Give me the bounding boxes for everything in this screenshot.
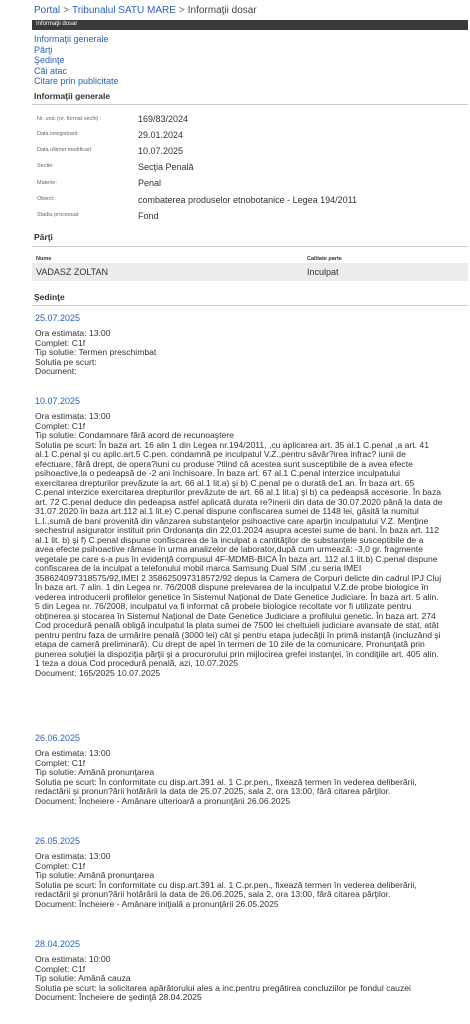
parties-column-quality: Calitate parte <box>307 256 342 262</box>
parties-title: Părţi <box>34 232 53 242</box>
hearing-solution-type: Tip solutie: Amână cauza <box>35 973 131 983</box>
hearing-time: Ora estimata: 10:00 <box>35 954 111 964</box>
field-label-registration-date: Data inregistrarii: <box>37 131 79 137</box>
hearing-time: Ora estimata: 13:00 <box>35 851 111 861</box>
hearing-solution-type: Tip solutie: Condamnare fără acord de recunoaştere <box>35 430 234 440</box>
hearing-item <box>35 396 443 678</box>
section-nav <box>34 34 119 87</box>
hearing-solution-type: Tip solutie: Termen preschimbat <box>35 347 157 357</box>
header-bar-label: Informaţii dosar <box>36 21 78 27</box>
hearing-date: 26.06.2025 <box>35 733 81 743</box>
hearing-item <box>35 313 443 377</box>
party-quality: Inculpat <box>307 267 339 277</box>
hearing-solution-type: Tip solutie: Amână pronunţarea <box>35 767 155 777</box>
breadcrumb-current: Informaţii dosar <box>187 5 257 16</box>
divider <box>32 305 468 306</box>
hearing-document: Document: Încheiere de şedinţă 28.04.2025 <box>35 992 202 1002</box>
hearing-document: Document: 165/2025 10.07.2025 <box>35 667 161 678</box>
general-info-title: Informaţii generale <box>34 91 111 101</box>
breadcrumb-separator: > <box>178 5 185 16</box>
field-label-matter: Materie: <box>37 180 57 186</box>
field-value-object: combaterea produselor etnobotanice - Legea 194/2011 <box>138 195 357 205</box>
nav-link-hearings[interactable]: Şedinţe <box>34 55 65 65</box>
hearing-solution-summary: Solutia pe scurt: <box>35 356 97 367</box>
table-row <box>32 263 468 281</box>
parties-column-name: Nume <box>36 256 52 262</box>
hearing-panel: Complet: C1f <box>35 337 86 348</box>
breadcrumb-court-link[interactable]: Tribunalul SATU MARE <box>71 5 176 16</box>
hearing-time: Ora estimata: 13:00 <box>35 748 111 758</box>
divider <box>32 104 468 105</box>
hearing-item <box>35 939 443 1003</box>
hearing-panel: Complet: C1f <box>35 757 86 768</box>
field-value-last-modified: 10.07.2025 <box>138 146 184 156</box>
header-bar <box>32 20 468 30</box>
field-value-registration-date: 29.01.2024 <box>138 130 184 140</box>
field-label-stage: Stadiu procesual: <box>37 212 80 218</box>
breadcrumb-portal-link[interactable]: Portal <box>34 5 61 16</box>
divider <box>32 246 468 247</box>
field-value-section: Secţia Penală <box>138 162 194 172</box>
hearing-date: 28.04.2025 <box>35 939 81 949</box>
hearing-solution-summary: Solutia pe scurt: În baza art. 16 alin 1 din Legea nr.194/2011, ,cu aplicarea art. 35 al.1 C.penal ,a art. 41 al.1 C.penal şi cu aplic.art.5 C.pen. condamnă pe inculpatul V.Z.,pentru săvâr?irea infrac? iunii de efectuare, fără drept, de opera?iuni cu produse ?tiind că acestea sunt susceptibile de a avea efecte psihoactive,la o pedeapsă de -2 ani închisoare. În baza art. 67 al.1 C.penal interzice inculpatului exercitarea drepturilor prevăzute la art. 66 al.1 lit.a) şi b) C.penal pe o durată de1 an. În baza art. 65 C.penal interzice exercitarea drepturilor prevăzute de art. 66 al.1 lit.a) şi b) ca pedeapsă accesorie. În baza art. 72 C.penal deduce din pedeapsa astfel aplicată durata re?inerii din data de 30.07.2020 până la data de 31.07.2020 în baza art.112 al.1 lit.e) C.penal dispune confiscarea sumei de 1148 lei, găsită la numitul L.I.,sumă de bani provenită din vânzarea substanţelor psihoactive care aparţin inculpatului V.Z. Menţine sechestrul asigurator instituit prin Ordonanţa din 22.01.2024 asupra acestei sume de bani. În baza art. 112 al.1 lit. b) şi f) C.penal dispune confiscarea de la inculpat a cantităţilor de substanţele susceptibile de a avea efecte psihoactive rămase în urma analizelor de laborator,după cum urmează: -3,0 gr. fragmente vegetale pe care s-a pus în evidenţă compusul 4F-MDMB-BICA În baza art. 112 al.1 lit.b) C.penal dispune confiscarea de la inculpat a telefonului mobil marca Samsung Dual SIM ,cu seria IMEI 358624097318575/92,IMEI 2 358625097318572/92 depus la Camera de Corpuri delicte din cadrul IPJ Cluj În baza art. 7 alin. 1 din Legea nr. 76/2008 dispune prelevarea de la inculpatul V.Z.de probe biologice în vederea introducerii profilelor genetice în Sistemul Naţional de Date Genetice Judiciare. În baza art. 5 alin. 5 din Legea nr. 76/2008, inculpatul va fi informat că probele biologice recoltate vor fi utilizate pentru obţinerea şi stocarea în Sistemul Naţional de Date Genetice Judiciare a profilului genetic. În baza art. 274 Cod procedură penală obligă inculpatul la plata sumei de 7500 lei cheltuieli judiciare avansate de stat, atât pentru pentru faza de urmărire penală (3000 lei) cât şi pentru etapa judecăţii în primă instanţă (incluzând şi etapa de cameră preliminară). Cu drept de apel în termen de 10 zile de la comunicare. Pronunţată prin punerea soluţiei la dispoziţia părţii şi a procurorului prin mijlocirea grefei instanţei, în condiţiile art. 405 alin. 1 teza a doua Cod procedură penală, azi, 10.07.2025 <box>35 439 443 668</box>
hearing-solution-type: Tip solutie: Amână pronunţarea <box>35 870 155 880</box>
hearing-date: 25.07.2025 <box>35 313 81 323</box>
hearing-time: Ora estimata: 13:00 <box>35 328 111 338</box>
hearing-solution-summary: Solutia pe scurt: În conformitate cu disp.art.391 al. 1 C.pr.pen., fixează termen în vederea deliberării, redactării şi pronun?ării hotărârii la data de 26.06.2025, sala 2, ora 13:00, fără citarea părţilor. <box>35 879 417 899</box>
field-label-last-modified: Data ultimei modificari: <box>37 147 93 153</box>
hearing-item <box>35 733 443 806</box>
hearing-solution-summary: Solutia pe scurt: la solicitarea apărătorului ales a inc.pentru pregătirea concluziilor pe fondul cauzei <box>35 982 411 993</box>
hearing-solution-summary: Solutia pe scurt: În conformitate cu disp.art.391 al. 1 C.pr.pen., fixează termen în vederea deliberării, redactării şi pronun?ării hotărârii la data de 25.07.2025, sala 2, ora 13:00, fără citarea părţilor. <box>35 776 417 796</box>
nav-link-public-summons[interactable]: Citare prin publicitate <box>34 76 119 86</box>
party-name: VADASZ ZOLTAN <box>36 267 109 277</box>
hearing-panel: Complet: C1f <box>35 420 86 431</box>
hearing-date: 10.07.2025 <box>35 396 81 406</box>
hearing-document: Document: <box>35 366 77 376</box>
hearing-panel: Complet: C1f <box>35 860 86 871</box>
nav-link-appeals[interactable]: Căi atac <box>34 65 68 76</box>
field-value-stage: Fond <box>138 211 159 221</box>
field-label-object: Obiect: <box>37 196 55 202</box>
hearing-document: Document: Încheiere - Amânare iniţială a pronunţării 26.05.2025 <box>35 898 279 909</box>
hearing-panel: Complet: C1f <box>35 963 86 974</box>
field-value-case-number: 169/83/2024 <box>138 114 189 124</box>
field-label-case-number: Nr. unic (nr. format vechi) : <box>37 116 102 122</box>
field-label-section: Sectie: <box>37 163 54 169</box>
hearing-time: Ora estimata: 13:00 <box>35 411 111 421</box>
breadcrumb <box>34 5 257 16</box>
hearing-item <box>35 836 443 909</box>
hearing-date: 26.05.2025 <box>35 836 81 846</box>
nav-link-parties[interactable]: Părţi <box>34 44 53 55</box>
field-value-matter: Penal <box>138 178 162 188</box>
breadcrumb-separator: > <box>63 5 69 16</box>
hearing-document: Document: Încheiere - Amânare ulterioară a pronunţării 26.06.2025 <box>35 795 291 806</box>
hearings-title: Şedinţe <box>34 292 65 302</box>
nav-link-general-info[interactable]: Informaţii generale <box>34 34 109 44</box>
